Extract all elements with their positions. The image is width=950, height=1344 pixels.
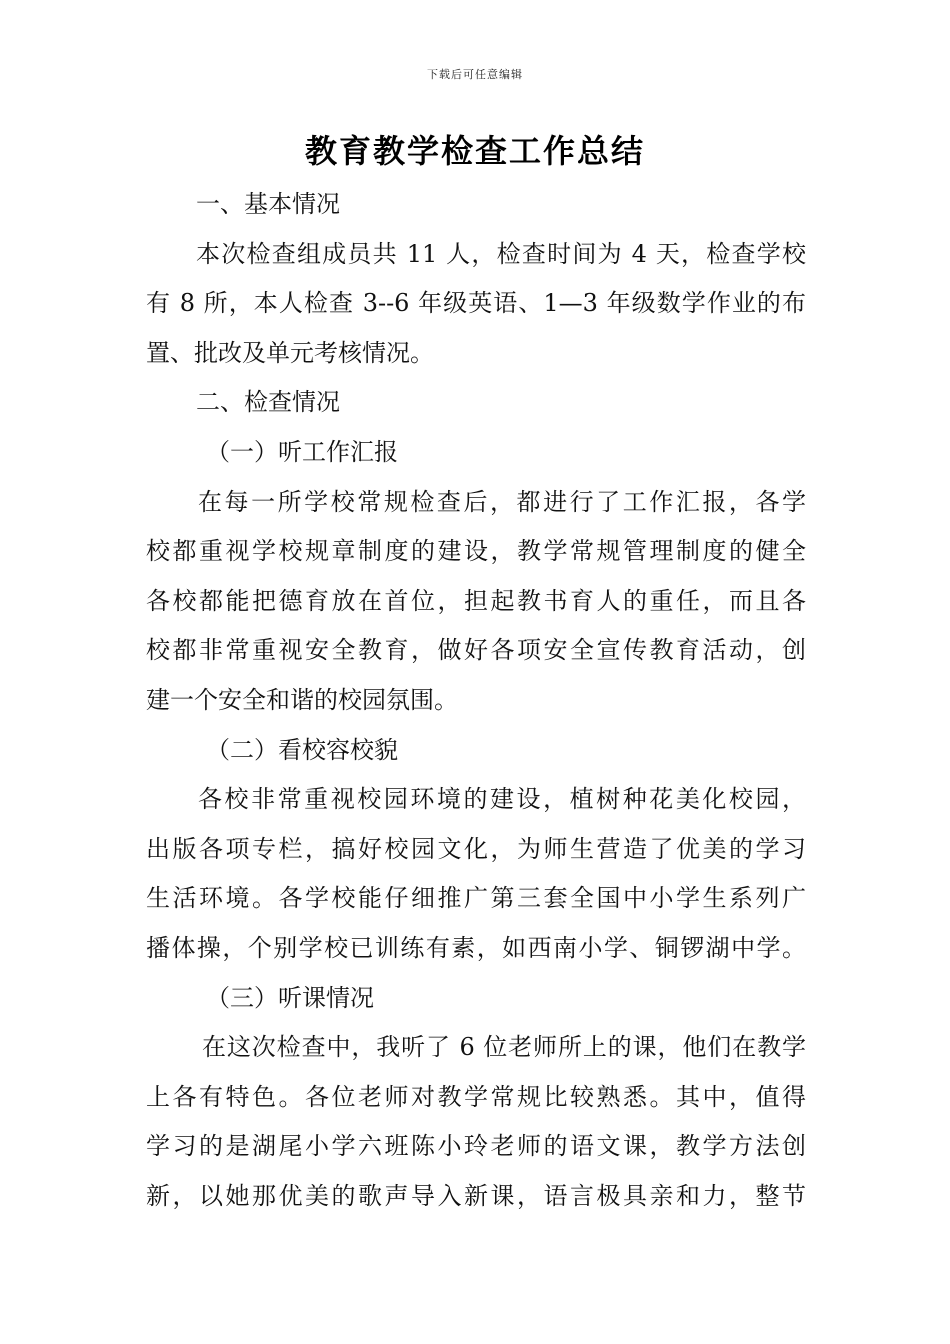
paragraph-line: 新，以她那优美的歌声导入新课，语言极具亲和力，整节	[146, 1181, 806, 1210]
subsection-heading: （二）看校容校貌	[206, 735, 398, 764]
paragraph-line: 在这次检查中，我听了 6 位老师所上的课，他们在教学	[202, 1033, 806, 1062]
paragraph-line: 置、批改及单元考核情况。	[146, 338, 434, 367]
paragraph-line: 建一个安全和谐的校园氛围。	[146, 685, 458, 714]
paragraph-line: 各校非常重视校园环境的建设，植树种花美化校园，	[198, 785, 806, 814]
subsection-heading: （三）听课情况	[206, 983, 374, 1012]
header-note: 下载后可任意编辑	[427, 68, 523, 81]
paragraph-line: 校都非常重视安全教育，做好各项安全宣传教育活动，创	[146, 636, 806, 665]
paragraph-line: 本次检查组成员共 11 人，检查时间为 4 天，检查学校	[196, 239, 806, 268]
subsection-heading: （一）听工作汇报	[206, 437, 398, 466]
document-title: 教育教学检查工作总结	[304, 132, 645, 170]
paragraph-line: 有 8 所，本人检查 3--6 年级英语、1—3 年级数学作业的布	[146, 289, 806, 318]
paragraph-line: 在每一所学校常规检查后，都进行了工作汇报，各学	[198, 487, 806, 516]
paragraph-line: 播体操，个别学校已训练有素，如西南小学、铜锣湖中学。	[146, 933, 806, 962]
paragraph-line: 各校都能把德育放在首位，担起教书育人的重任，而且各	[146, 586, 806, 615]
document-body	[146, 180, 806, 1221]
paragraph-line: 校都重视学校规章制度的建设，教学常规管理制度的健全	[146, 537, 806, 566]
paragraph-line: 学习的是湖尾小学六班陈小玲老师的语文课，教学方法创	[146, 1132, 806, 1161]
paragraph-line: 生活环境。各学校能仔细推广第三套全国中小学生系列广	[146, 884, 806, 913]
section-heading: 一、基本情况	[196, 190, 340, 218]
paragraph-line: 出版各项专栏，搞好校园文化，为师生营造了优美的学习	[146, 834, 806, 863]
section-heading: 二、检查情况	[196, 388, 340, 417]
paragraph-line: 上各有特色。各位老师对教学常规比较熟悉。其中，值得	[146, 1082, 806, 1111]
